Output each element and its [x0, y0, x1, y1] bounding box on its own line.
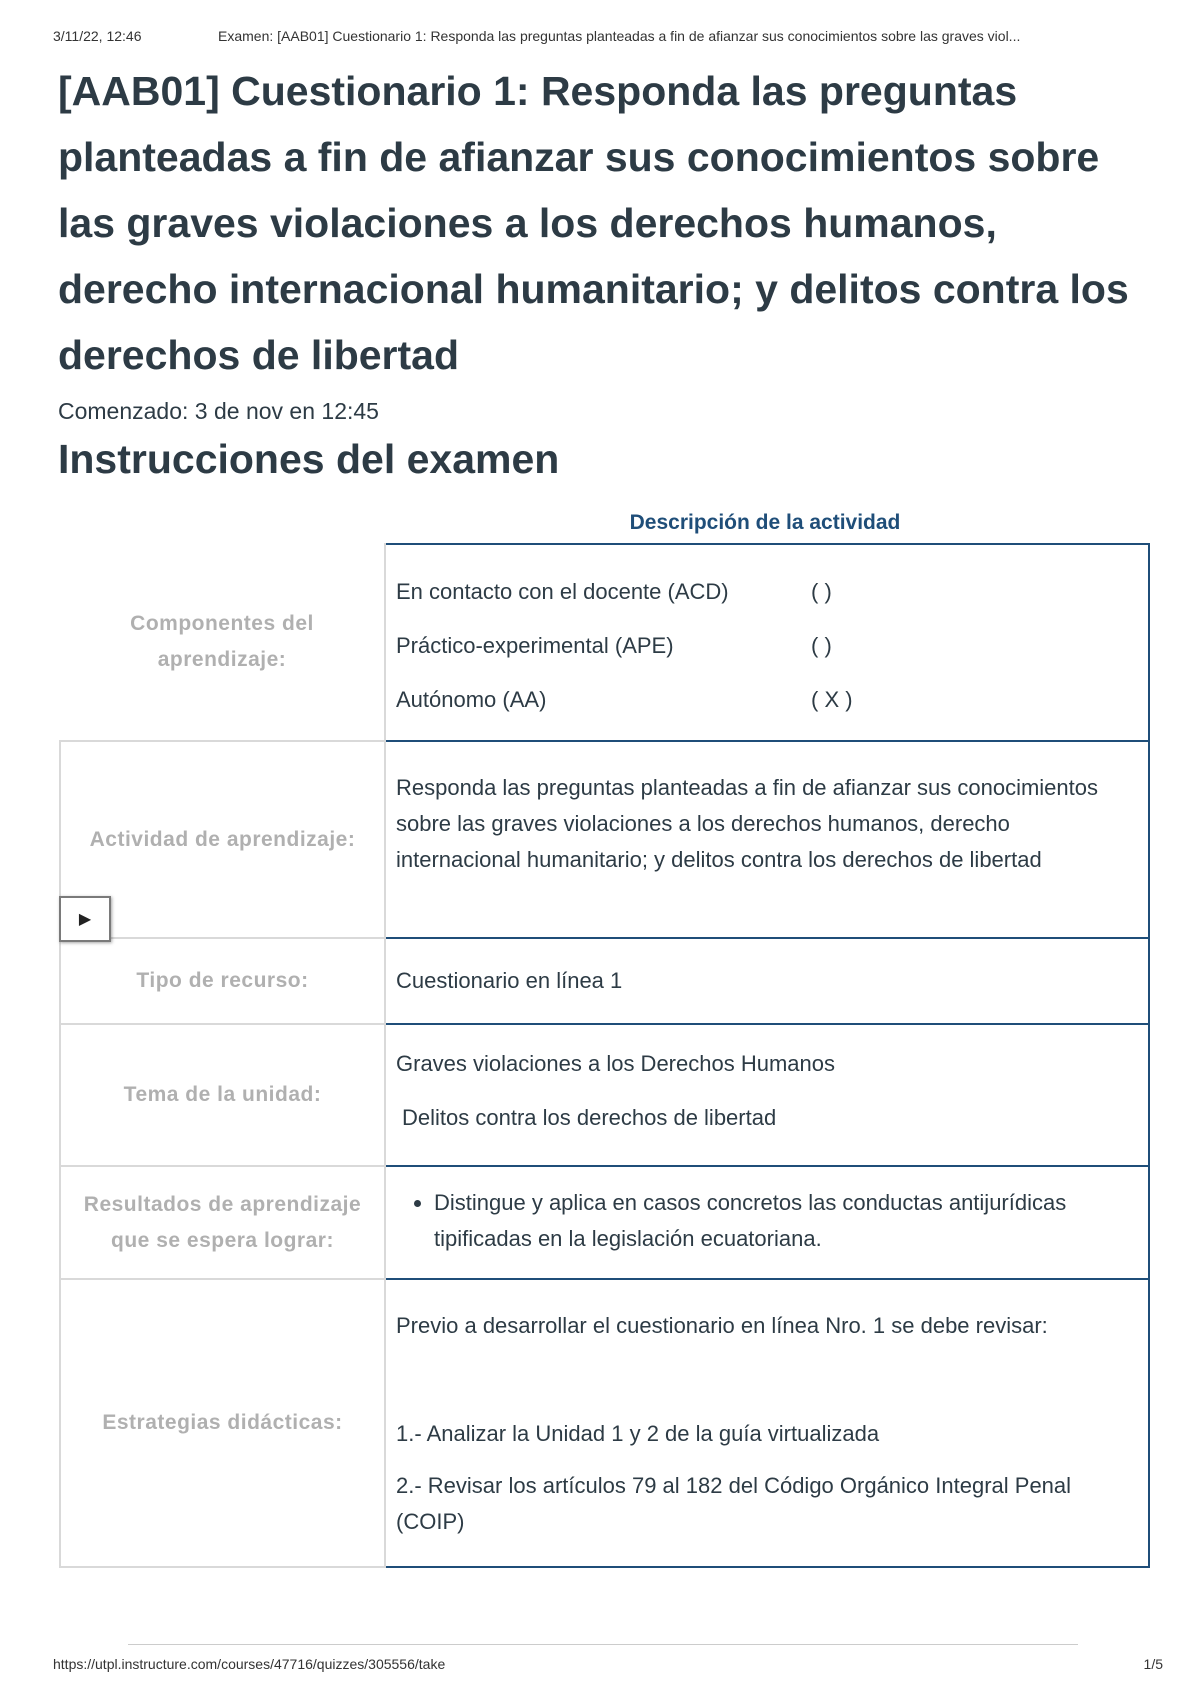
print-header [53, 28, 1163, 44]
component-name: Práctico-experimental (APE) [396, 633, 674, 658]
unit-topic-label: Tema de la unidad: [60, 1024, 385, 1166]
strategies-intro: Previo a desarrollar el cuestionario en línea Nro. 1 se debe revisar: [396, 1313, 1048, 1338]
activity-text: Responda las preguntas planteadas a fin de afianzar sus conocimientos sobre las graves violaciones a los derechos humanos, derecho internacional humanitario; y delitos contra los derechos de libertad [385, 741, 1149, 938]
results-list [396, 1185, 1136, 1257]
component-mark: ( ) [811, 579, 832, 604]
table-row [60, 1024, 1149, 1166]
table-row [60, 1166, 1149, 1279]
print-page-number: 1/5 [1143, 1656, 1163, 1672]
component-item [396, 619, 1136, 673]
strategies-spacer [396, 1344, 1136, 1416]
print-page-title: Examen: [AAB01] Cuestionario 1: Responda las preguntas planteadas a fin de afianzar sus conocimientos sobre las graves viol... [218, 28, 1021, 44]
unit-topic-line: Graves violaciones a los Derechos Humanos [396, 1051, 835, 1076]
component-mark: ( ) [811, 633, 832, 658]
quiz-started-time: Comenzado: 3 de nov en 12:45 [58, 398, 379, 424]
results-label: Resultados de aprendizaje que se espera lograr: [60, 1166, 385, 1279]
table-row [60, 938, 1149, 1024]
results-cell [385, 1166, 1149, 1279]
strategies-step: 1.- Analizar la Unidad 1 y 2 de la guía virtualizada [396, 1421, 880, 1446]
instructions-heading: Instrucciones del examen [58, 436, 560, 482]
unit-topic-cell [385, 1024, 1149, 1166]
components-cell [385, 544, 1149, 741]
activity-label: Actividad de aprendizaje: [60, 741, 385, 938]
resource-text: Cuestionario en línea 1 [385, 938, 1149, 1024]
print-footer [53, 1656, 1163, 1672]
play-icon: ▶ [78, 911, 92, 928]
component-item [396, 673, 1136, 727]
footer-divider [128, 1644, 1078, 1645]
print-url: https://utpl.instructure.com/courses/47716/quizzes/305556/take [53, 1656, 446, 1672]
list-item: • Distingue y aplica en casos concretos las conductas antijurídicas tipificadas en la legislación ecuatoriana. [434, 1185, 1136, 1257]
component-item [396, 565, 1136, 619]
table-row [60, 544, 1149, 741]
strategies-cell [385, 1279, 1149, 1567]
print-timestamp: 3/11/22, 12:46 [53, 28, 142, 44]
table-row [60, 1279, 1149, 1567]
component-mark: ( X ) [811, 687, 853, 712]
strategies-step: 2.- Revisar los artículos 79 al 182 del Código Orgánico Integral Penal (COIP) [396, 1473, 1072, 1534]
strategies-label: Estrategias didácticas: [60, 1279, 385, 1567]
activity-description-table [59, 543, 1150, 1568]
table-row [60, 741, 1149, 938]
components-label: Componentes del aprendizaje: [60, 544, 385, 741]
quiz-title: [AAB01] Cuestionario 1: Responda las preguntas planteadas a fin de afianzar sus conocimientos sobre las graves violaciones a los derechos humanos, derecho internacional humanitario; y delitos contra los derechos de libertad [58, 68, 1129, 378]
activity-table-caption: Descripción de la actividad [629, 511, 901, 534]
unit-topic-line: Delitos contra los derechos de libertad [402, 1105, 777, 1130]
media-play-button[interactable] [59, 896, 111, 942]
component-name: Autónomo (AA) [396, 687, 547, 712]
resource-label: Tipo de recurso: [60, 938, 385, 1024]
component-name: En contacto con el docente (ACD) [396, 579, 729, 604]
